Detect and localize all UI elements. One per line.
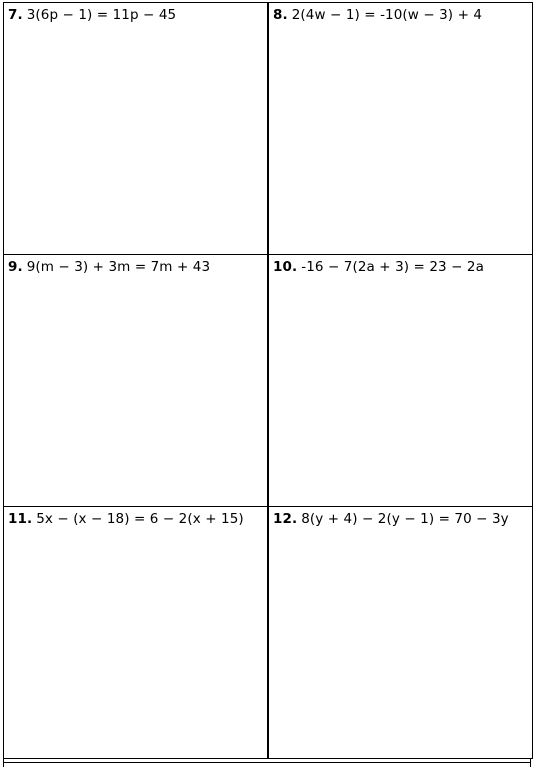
page-bottom-rule xyxy=(3,762,531,763)
problem-equation: 5x − (x − 18) = 6 − 2(x + 15) xyxy=(36,511,244,527)
problem-row xyxy=(4,3,533,255)
problem-12 xyxy=(269,507,532,527)
problem-cell-9 xyxy=(4,255,269,507)
page-right-edge xyxy=(530,759,531,767)
problem-cell-12 xyxy=(268,507,533,759)
problem-7 xyxy=(4,3,267,23)
page-left-edge xyxy=(3,759,4,767)
problem-number: 8. xyxy=(273,7,288,23)
problem-number: 10. xyxy=(273,259,298,275)
problem-11 xyxy=(4,507,267,527)
problem-9 xyxy=(4,255,267,275)
problem-equation: 3(6p − 1) = 11p − 45 xyxy=(26,7,177,23)
problem-cell-8 xyxy=(268,3,533,255)
problem-row xyxy=(4,255,533,507)
problem-equation: -16 − 7(2a + 3) = 23 − 2a xyxy=(301,259,484,275)
problem-8 xyxy=(269,3,532,23)
problem-equation: 9(m − 3) + 3m = 7m + 43 xyxy=(26,259,211,275)
problem-cell-11 xyxy=(4,507,269,759)
problem-10 xyxy=(269,255,532,275)
problem-cell-10 xyxy=(268,255,533,507)
problem-grid xyxy=(3,2,533,759)
problem-number: 12. xyxy=(273,511,298,527)
problem-number: 7. xyxy=(8,7,23,23)
problem-row xyxy=(4,507,533,759)
problem-cell-7 xyxy=(4,3,269,255)
problem-number: 11. xyxy=(8,511,33,527)
problem-equation: 2(4w − 1) = -10(w − 3) + 4 xyxy=(291,7,483,23)
problem-number: 9. xyxy=(8,259,23,275)
problem-equation: 8(y + 4) − 2(y − 1) = 70 − 3y xyxy=(301,511,509,527)
